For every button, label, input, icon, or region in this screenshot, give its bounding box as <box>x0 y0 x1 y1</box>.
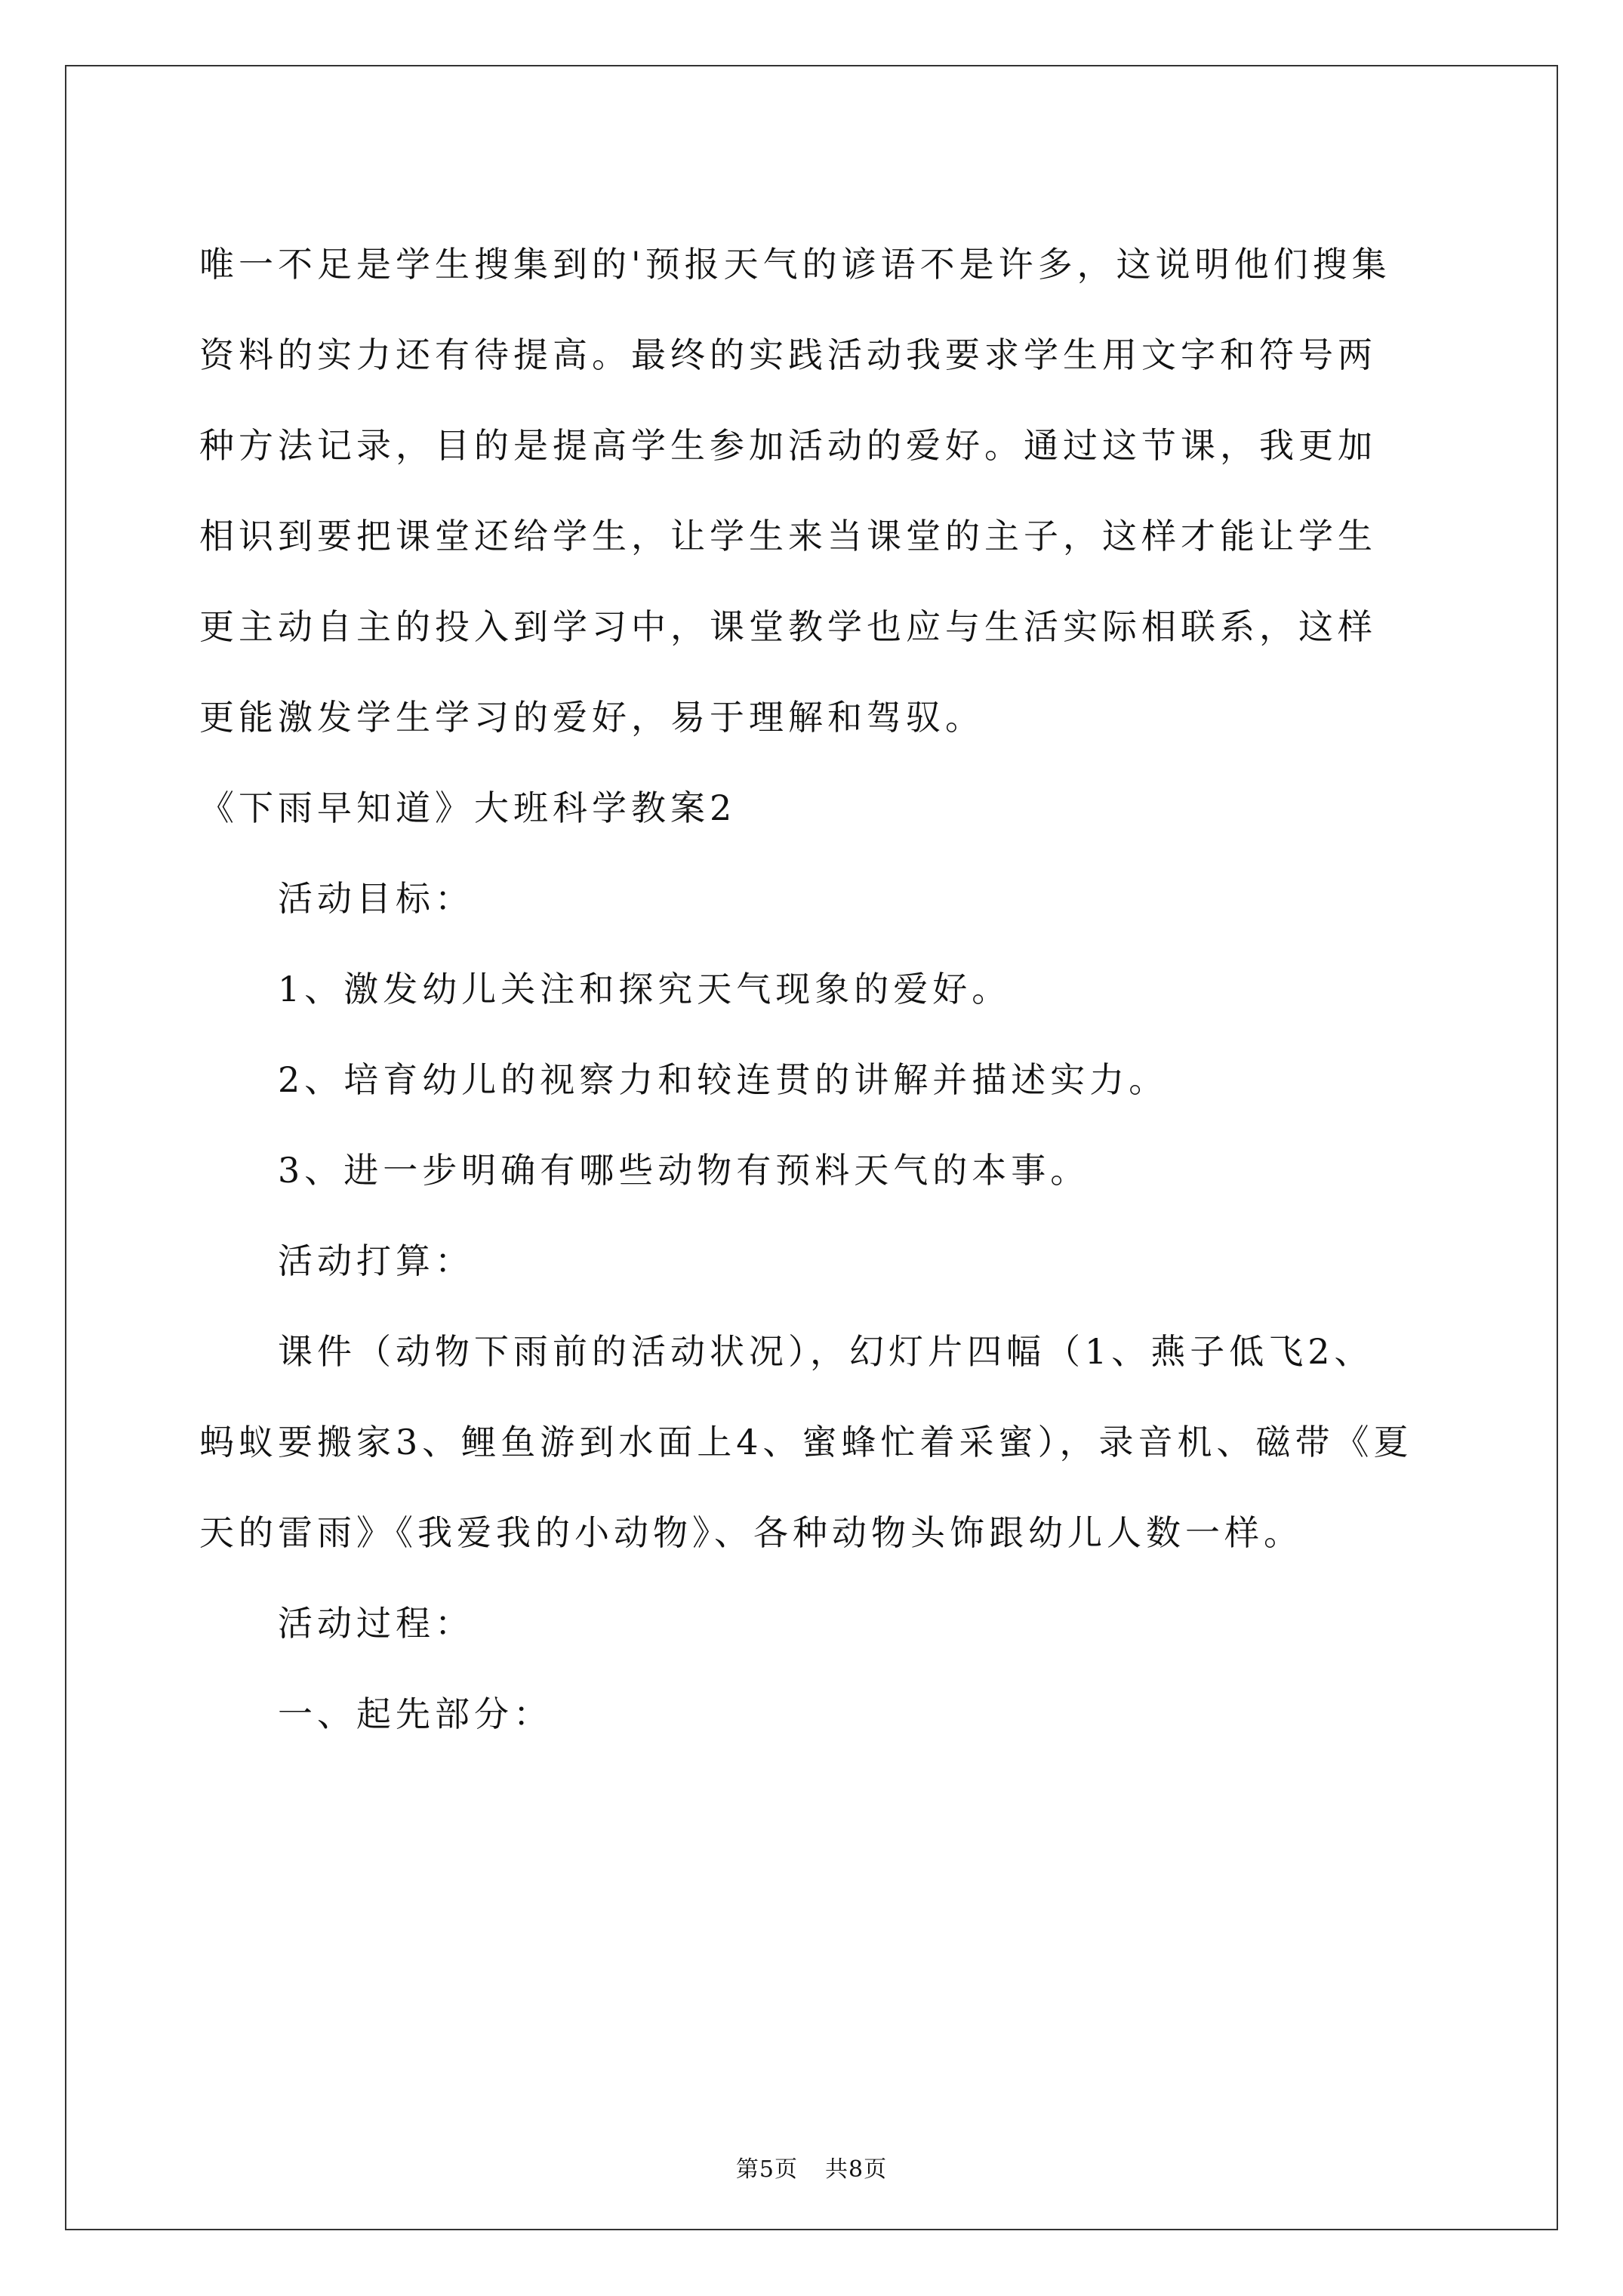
prep-line: 课件（动物下雨前的活动状况），幻灯片四幅（1、燕子低飞2、 <box>278 1331 1374 1372</box>
paragraph-line: 相识到要把课堂还给学生，让学生来当课堂的主子，这样才能让学生 <box>199 516 1377 556</box>
process-heading: 活动过程： <box>278 1603 474 1644</box>
paragraph-line: 更能激发学生学习的爱好，易于理解和驾驭。 <box>199 697 984 738</box>
goal-item: 1、激发幼儿关注和探究天气现象的爱好。 <box>278 969 1012 1009</box>
paragraph-line: 种方法记录，目的是提高学生参加活动的爱好。通过这节课，我更加 <box>199 425 1377 466</box>
goal-item: 2、培育幼儿的视察力和较连贯的讲解并描述实力。 <box>278 1059 1169 1100</box>
page-footer <box>0 2150 1623 2184</box>
paragraph-line: 资料的实力还有待提高。最终的实践活动我要求学生用文字和符号两 <box>199 334 1377 375</box>
goals-heading: 活动目标： <box>278 878 474 919</box>
page-total: 共8页 <box>825 2156 888 2183</box>
paragraph-line: 唯一不足是学生搜集到的'预报天气的谚语不是许多，这说明他们搜集 <box>199 244 1391 285</box>
page-number: 第5页 <box>735 2156 798 2183</box>
prep-heading: 活动打算： <box>278 1240 474 1281</box>
prep-line: 蚂蚁要搬家3、鲤鱼游到水面上4、蜜蜂忙着采蜜），录音机、磁带《夏 <box>199 1422 1413 1462</box>
goal-item: 3、进一步明确有哪些动物有预料天气的本事。 <box>278 1150 1090 1191</box>
section-title: 《下雨早知道》大班科学教案2 <box>199 787 737 828</box>
prep-line: 天的雷雨》《我爱我的小动物》、各种动物头饰跟幼儿人数一样。 <box>199 1512 1303 1553</box>
part1-heading: 一、起先部分： <box>278 1693 553 1734</box>
document-body <box>199 219 1437 1759</box>
paragraph-line: 更主动自主的投入到学习中，课堂教学也应与生活实际相联系，这样 <box>199 606 1377 647</box>
